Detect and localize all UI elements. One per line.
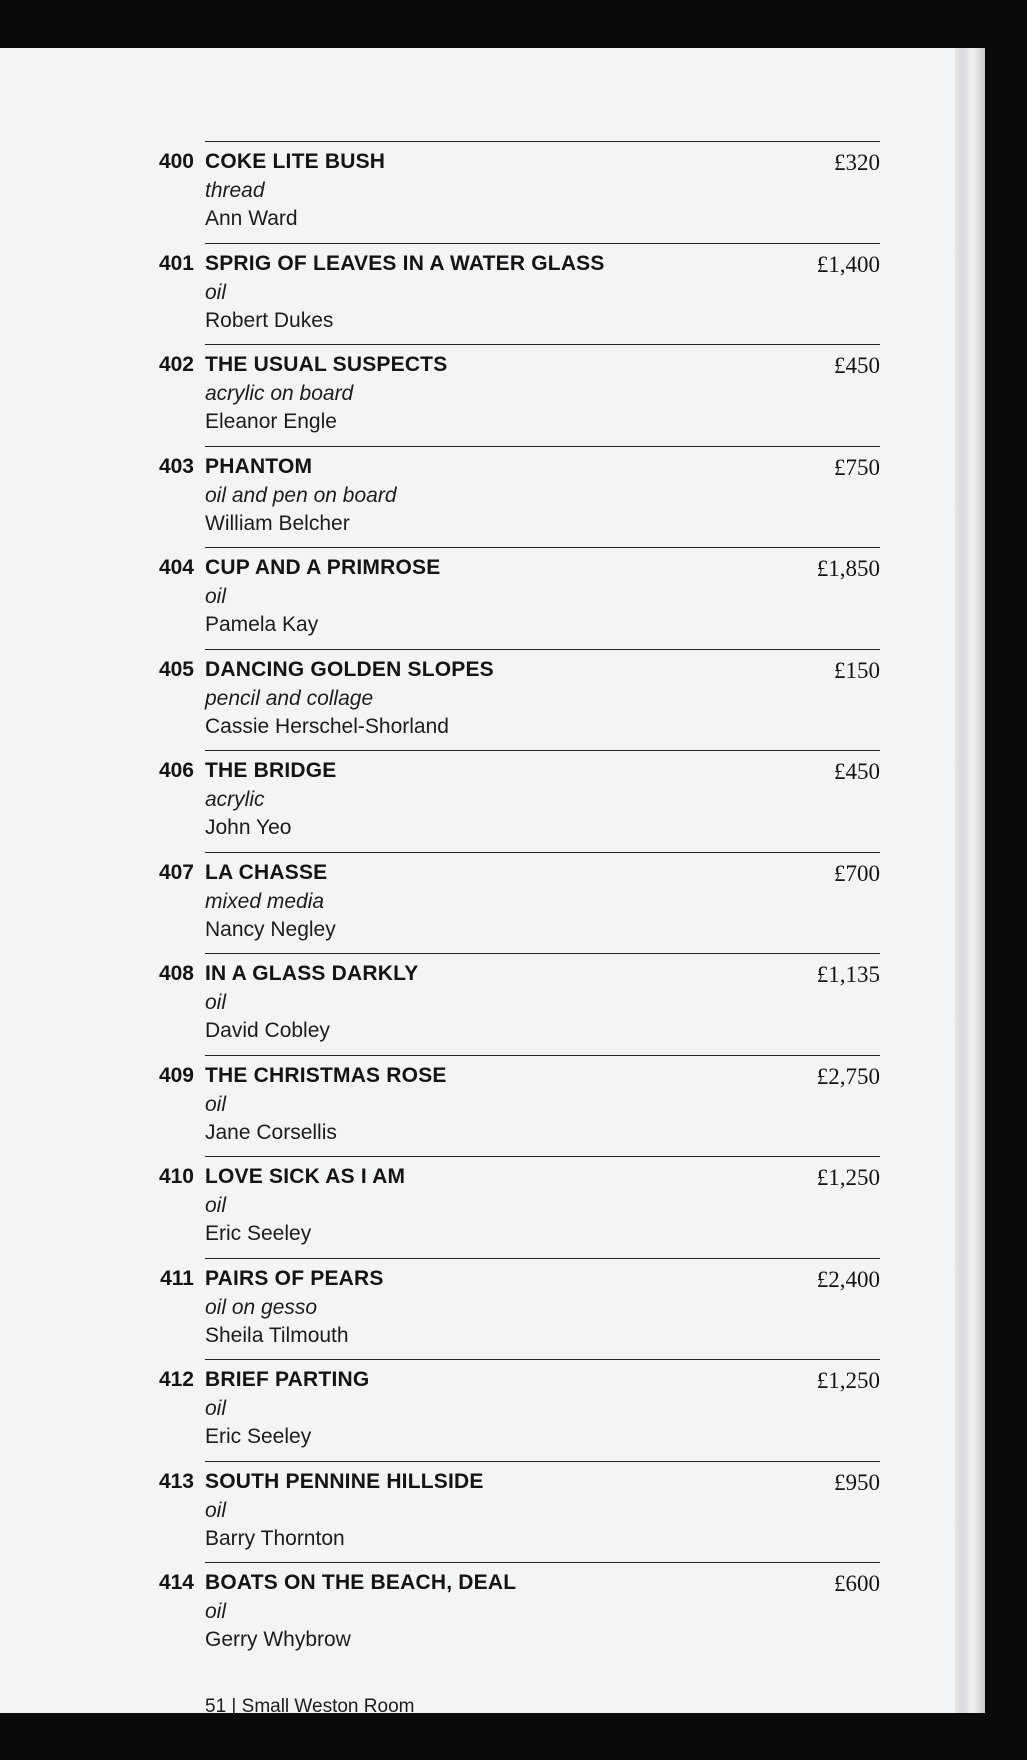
artwork-title: THE BRIDGE (205, 759, 337, 782)
artist-name: John Yeo (205, 816, 292, 839)
artwork-title: THE USUAL SUSPECTS (205, 353, 448, 376)
catalogue-entry (120, 446, 880, 548)
artwork-price: £750 (834, 454, 880, 480)
artist-name: Barry Thornton (205, 1526, 345, 1550)
artwork-medium: oil (205, 1194, 227, 1217)
artwork-price: £600 (834, 1571, 880, 1596)
artwork-title: LOVE SICK AS I AM (205, 1165, 406, 1188)
artwork-medium: acrylic (205, 788, 265, 811)
artwork-title: SOUTH PENNINE HILLSIDE (205, 1469, 484, 1493)
artist-name: William Belcher (205, 511, 350, 535)
lot-number: 410 (158, 1165, 194, 1188)
artwork-price: £450 (834, 353, 880, 378)
catalogue-entry (120, 1359, 880, 1461)
lot-number: 414 (158, 1571, 194, 1594)
artwork-price: £1,850 (816, 556, 880, 581)
lot-number: 412 (158, 1368, 194, 1391)
artist-name: David Cobley (205, 1019, 330, 1042)
artist-name: Robert Dukes (205, 308, 334, 332)
artwork-price: £1,250 (816, 1165, 880, 1190)
catalogue-entry (120, 852, 880, 954)
artist-name: Eleanor Engle (205, 410, 337, 433)
catalogue-entry (120, 649, 880, 751)
artwork-medium: oil (205, 1092, 227, 1116)
artwork-title: BRIEF PARTING (205, 1368, 370, 1391)
artist-name: Gerry Whybrow (205, 1628, 351, 1651)
lot-number: 407 (158, 860, 194, 884)
artwork-medium: oil (205, 1397, 227, 1420)
artwork-title: PAIRS OF PEARS (205, 1266, 384, 1290)
artwork-title: PHANTOM (205, 454, 313, 478)
artwork-medium: acrylic on board (205, 382, 354, 405)
lot-number: 409 (158, 1063, 194, 1087)
artist-name: Eric Seeley (205, 1425, 312, 1448)
artwork-medium: oil (205, 1498, 227, 1522)
lot-number: 401 (158, 251, 194, 275)
artwork-title: DANCING GOLDEN SLOPES (205, 657, 494, 681)
artwork-price: £1,400 (816, 251, 880, 277)
artwork-medium: oil (205, 1600, 227, 1623)
catalogue-entry (120, 1562, 880, 1664)
lot-number: 411 (160, 1266, 194, 1290)
artwork-medium: oil (205, 585, 227, 608)
artwork-price: £320 (834, 150, 880, 175)
artwork-price: £1,135 (816, 962, 880, 987)
lot-number: 402 (158, 353, 194, 376)
page-number: 51 (205, 1696, 227, 1717)
catalogue-entry (120, 1461, 880, 1563)
catalogue-page (0, 48, 955, 1717)
lot-number: 413 (158, 1469, 194, 1493)
artwork-medium: mixed media (205, 889, 325, 913)
artwork-title: BOATS ON THE BEACH, DEAL (205, 1571, 517, 1594)
artwork-medium: oil (205, 280, 227, 304)
page-footer (205, 1696, 414, 1718)
artwork-price: £700 (834, 860, 880, 886)
artist-name: Nancy Negley (205, 917, 336, 941)
artist-name: Cassie Herschel-Shorland (205, 714, 449, 738)
artwork-title: LA CHASSE (205, 860, 328, 884)
artwork-title: IN A GLASS DARKLY (205, 962, 419, 985)
artwork-medium: oil and pen on board (205, 483, 397, 507)
catalogue-entry (120, 547, 880, 649)
lot-number: 405 (158, 657, 194, 681)
artist-name: Sheila Tilmouth (205, 1323, 349, 1347)
room-name: Small Weston Room (241, 1696, 415, 1717)
artwork-title: THE CHRISTMAS ROSE (205, 1063, 447, 1087)
footer-separator: | (231, 1696, 237, 1717)
catalogue-entry (120, 243, 880, 345)
artwork-title: COKE LITE BUSH (205, 150, 386, 173)
artist-name: Jane Corsellis (205, 1120, 337, 1144)
artist-name: Eric Seeley (205, 1222, 312, 1245)
catalogue-entry (120, 953, 880, 1055)
artwork-medium: oil (205, 991, 227, 1014)
catalogue-entry (120, 344, 880, 446)
artist-name: Ann Ward (205, 207, 298, 230)
catalogue-entry (120, 141, 880, 243)
lot-number: 406 (158, 759, 194, 782)
artwork-price: £950 (834, 1469, 880, 1495)
catalogue-entry (120, 1258, 880, 1360)
artwork-price: £450 (834, 759, 880, 784)
lot-number: 400 (158, 150, 194, 173)
artwork-title: SPRIG OF LEAVES IN A WATER GLASS (205, 251, 605, 275)
catalogue-list (120, 141, 880, 1664)
lot-number: 404 (158, 556, 194, 579)
artwork-title: CUP AND A PRIMROSE (205, 556, 441, 579)
lot-number: 403 (158, 454, 194, 478)
artwork-medium: thread (205, 179, 265, 202)
artwork-medium: pencil and collage (205, 686, 374, 710)
catalogue-entry (120, 1055, 880, 1157)
artwork-medium: oil on gesso (205, 1295, 318, 1319)
artwork-price: £150 (834, 657, 880, 683)
artwork-price: £1,250 (816, 1368, 880, 1393)
lot-number: 408 (158, 962, 194, 985)
catalogue-entry (120, 1156, 880, 1258)
artwork-price: £2,400 (816, 1266, 880, 1292)
catalogue-entry (120, 750, 880, 852)
artist-name: Pamela Kay (205, 613, 319, 636)
artwork-price: £2,750 (816, 1063, 880, 1089)
